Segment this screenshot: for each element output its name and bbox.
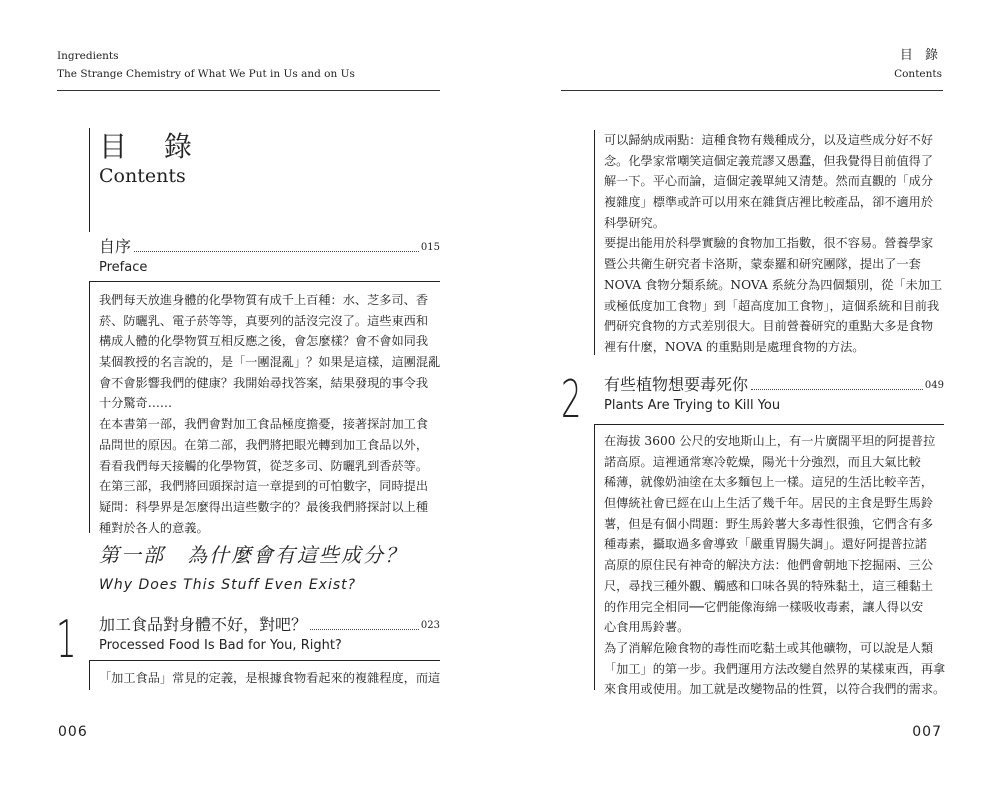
text-line: 種對於各人的意義。 <box>99 520 209 535</box>
entry-title: 加工食品對身體不好，對吧？ <box>99 615 308 634</box>
running-head <box>57 47 355 83</box>
text-line: 裡有什麼，NOVA 的重點則是處理食物的方法。 <box>604 339 865 354</box>
text-line: 尺，尋找三種外觀、觸感和口味各異的特殊黏土，這三種黏土 <box>604 578 934 593</box>
text-line: 心食用馬鈴薯。 <box>604 620 690 635</box>
section-title: 目 錄 <box>899 48 942 63</box>
leader-dots <box>134 251 419 252</box>
text-line: 十分驚奇…… <box>99 396 173 411</box>
chapter-number: 2 <box>561 370 582 430</box>
chapter-1-summary-cont <box>604 130 949 358</box>
book-title: Ingredients <box>57 50 119 62</box>
frame-vline <box>594 424 595 690</box>
text-line: 高原的原住民有神奇的解決方法：他們會朝地下挖掘兩、三公 <box>604 558 934 573</box>
text-line: 疑問：科學界是怎麼得出這些數字的？最後我們將探討以上種 <box>99 499 429 514</box>
toc-title: 目 錄 <box>99 130 206 163</box>
text-line: 來食用或使用。加工就是改變物品的性質，以符合我們的需求。 <box>604 682 946 697</box>
text-line: 「加工」的第一步。我們運用方法改變自然界的某樣東西，再拿 <box>604 661 946 676</box>
text-line: 我們每天放進身體的化學物質有成千上百種：水、芝多司、香 <box>99 293 429 307</box>
text-line: 暨公共衛生研究者卡洛斯，蒙泰羅和研究團隊，提出了一套 <box>604 257 921 272</box>
chapter-2-summary <box>604 431 949 700</box>
part-name: 為什麼會有這些成分？ <box>187 543 407 567</box>
leader-dots <box>751 389 923 390</box>
text-line: 要提出能用於科學實驗的食物加工指數，很不容易。營養學家 <box>604 236 934 251</box>
frame-vline <box>89 281 90 533</box>
entry-page-number: 015 <box>420 242 440 253</box>
text-line: 種毒素，攝取過多會導致「嚴重胃腸失調」。還好阿提普拉諾 <box>604 537 927 552</box>
chapter-number: 1 <box>56 610 77 670</box>
entry-title: 有些植物想要毒死你 <box>604 375 749 394</box>
entry-page-number: 049 <box>924 380 944 391</box>
frame-hline <box>594 424 944 425</box>
text-line: 解一下。平心而論，這個定義單純又清楚。然而直觀的「成分 <box>604 174 934 189</box>
text-line: 為了消解危險食物的毒性而吃黏土或其他礦物，可以說是人類 <box>604 640 934 655</box>
part-title-en: Why Does This Stuff Even Exist? <box>99 577 357 593</box>
text-line: 的作用完全相同──它們能像海綿一樣吸收毒素，讓人得以安 <box>604 599 924 614</box>
section-title-en: Contents <box>894 68 942 80</box>
chapter-1-summary <box>99 668 444 689</box>
text-line: 科學研究。 <box>604 215 665 230</box>
text-line: 們研究食物的方式差別很大。目前營養研究的重點大多是食物 <box>604 319 934 334</box>
part-label: 第一部 <box>99 543 165 567</box>
header-rule <box>561 90 943 91</box>
right-page <box>500 0 1000 789</box>
entry-title-en: Preface <box>99 260 148 275</box>
preface-summary <box>99 290 444 538</box>
leader-dots <box>310 629 419 630</box>
running-head <box>894 47 942 83</box>
frame-hline <box>89 281 440 282</box>
text-line: 在本書第一部，我們會對加工食品極度擔憂，接著探討加工食 <box>99 417 429 432</box>
toc-entry-chapter-1[interactable] <box>99 614 440 636</box>
text-line: 複雜度」標準或許可以用來在雜貨店裡比較產品，卻不適用於 <box>604 195 934 210</box>
entry-title-en: Processed Food Is Bad for You, Right? <box>99 638 342 653</box>
text-line: 菸、防曬乳、電子菸等等，真要列的話沒完沒了。這些東西和 <box>99 313 429 328</box>
toc-entry-chapter-2[interactable] <box>604 374 944 396</box>
header-rule <box>57 90 440 91</box>
page-number: 006 <box>58 724 88 740</box>
text-line: 會不會影響我們的健康？我開始尋找答案，結果發現的事令我 <box>99 375 429 390</box>
text-line: 薯，但是有個小問題：野生馬鈴薯大多毒性很強，它們含有多 <box>604 516 934 531</box>
book-subtitle: The Strange Chemistry of What We Put in Us and on Us <box>57 68 355 80</box>
text-line: 看看我們每天接觸的化學物質，從芝多司、防曬乳到香菸等。 <box>99 458 429 473</box>
entry-page-number: 023 <box>420 620 440 631</box>
text-line: 在第三部，我們將回頭探討這一章提到的可怕數字，同時提出 <box>99 479 429 494</box>
entry-title-en: Plants Are Trying to Kill You <box>604 398 781 413</box>
text-line: 「加工食品」常見的定義，是根據食物看起來的複雜程度，而這 <box>99 671 441 685</box>
text-line: 或極低度加工食物」到「超高度加工食物」，這個系統和目前我 <box>604 298 940 313</box>
text-line: 稀薄，就像奶油塗在太多麵包上一樣。這兒的生活比較辛苦， <box>604 475 934 490</box>
toc-title-en: Contents <box>99 165 186 187</box>
frame-vline <box>89 660 90 690</box>
part-title <box>99 542 407 568</box>
text-line: 品問世的原因。在第二部，我們將把眼光轉到加工食品以外， <box>99 437 429 452</box>
frame-hline <box>89 660 440 661</box>
text-line: 但傳統社會已經在山上生活了幾千年。居民的主食是野生馬鈴 <box>604 496 934 511</box>
text-line: 可以歸納成兩點：這種食物有幾種成分，以及這些成分好不好 <box>604 133 934 147</box>
frame-vline <box>89 128 90 232</box>
text-line: 某個教授的名言說的，是「一團混亂」？如果是這樣，這團混亂 <box>99 355 441 370</box>
toc-entry-preface[interactable] <box>99 236 440 258</box>
text-line: 在海拔 3600 公尺的安地斯山上，有一片廣闊平坦的阿提普拉 <box>604 434 936 448</box>
text-line: NOVA 食物分類系統。NOVA 系統分為四個類別，從「未加工 <box>604 277 943 292</box>
frame-vline <box>594 130 595 355</box>
text-line: 構成人體的化學物質互相反應之後，會怎麼樣？會不會如同我 <box>99 334 429 349</box>
text-line: 諾高原。這裡通常寒冷乾燥，陽光十分強烈，而且大氣比較 <box>604 454 921 469</box>
text-line: 念。化學家常嘲笑這個定義荒謬又愚蠢，但我覺得目前值得了 <box>604 153 934 168</box>
page-number: 007 <box>912 724 942 740</box>
entry-title: 自序 <box>99 237 132 256</box>
